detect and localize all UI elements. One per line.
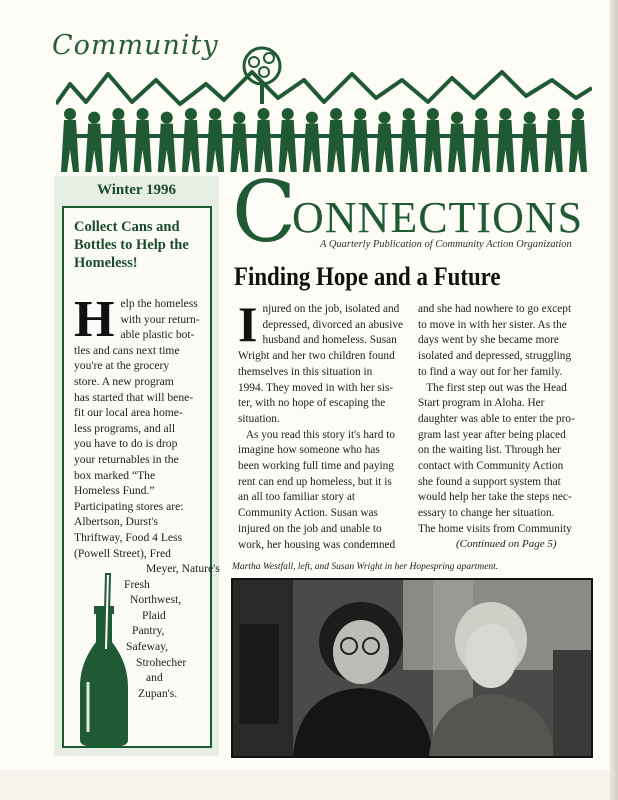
sidebar-line: able plastic bot-	[120, 328, 195, 342]
sidebar-line: Homeless Fund.”	[74, 484, 155, 498]
article-line: gram last year after being placed	[418, 428, 566, 441]
person-figure-head	[185, 108, 197, 120]
article-line: situation.	[238, 412, 280, 425]
person-figure-head	[258, 108, 270, 120]
person-figure-head	[137, 108, 149, 120]
person-figure-body	[545, 120, 563, 172]
sidebar-heading-line: Bottles to Help the	[74, 237, 189, 253]
sidebar-line: you have to do is drop	[74, 437, 178, 451]
article-line: injured on the job and unable to	[238, 522, 382, 535]
page-edge	[610, 0, 618, 800]
person-figure-body	[327, 120, 345, 172]
person-figure-head	[499, 108, 511, 120]
person-figure-body	[496, 120, 514, 172]
store-line: Pantry,	[132, 624, 165, 638]
article-photo	[231, 578, 593, 758]
article-line: husband and homeless. Susan	[262, 334, 397, 347]
people-chain-icon	[61, 108, 587, 172]
article-line: contact with Community Action	[418, 460, 564, 473]
sidebar-line: Albertson, Durst's	[74, 515, 158, 529]
rooftops-line	[56, 72, 592, 104]
article-line: The first step out was the Head	[418, 381, 567, 394]
publication-subtitle: A Quarterly Publication of Community Action Organization	[320, 239, 572, 250]
article-line: she found a support system that	[418, 475, 561, 488]
article-line: imagine how someone who has	[238, 444, 380, 457]
sidebar-article-box	[62, 206, 220, 748]
article-line: days went by she became more	[418, 334, 559, 347]
person-figure-body	[351, 120, 369, 172]
sidebar-line: (Powell Street), Fred	[74, 546, 171, 560]
sidebar-heading-line: Homeless!	[74, 255, 138, 271]
person-figure-head	[161, 112, 173, 124]
article-line: on the waiting list. Through her	[418, 444, 561, 457]
person-figure-head	[64, 108, 76, 120]
person-figure-head	[209, 108, 221, 120]
article-line: Community Action. Susan was	[238, 507, 378, 520]
sidebar-line: with your return-	[120, 312, 200, 326]
sidebar-line: your returnables in the	[74, 452, 179, 466]
article-line: and she had nowhere to go except	[418, 303, 572, 315]
sidebar-dropcap: H	[74, 291, 115, 348]
person-figure-head	[548, 108, 560, 120]
bottle-icon	[76, 572, 132, 748]
person-figure-head	[378, 112, 390, 124]
article-line: njured on the job, isolated and	[262, 303, 400, 315]
store-line: Meyer, Nature's	[146, 562, 220, 576]
person-figure-head	[572, 108, 584, 120]
person-figure-head	[112, 108, 124, 120]
person-figure-head	[282, 108, 294, 120]
sidebar-line: has started that will bene-	[74, 390, 194, 404]
sidebar-line: less programs, and all	[74, 421, 176, 435]
article-line: an all too familiar story at	[238, 491, 356, 504]
sidebar	[54, 176, 219, 756]
person-figure-head	[354, 108, 366, 120]
sidebar-line: tles and cans next time	[74, 343, 180, 357]
person-figure-body	[182, 120, 200, 172]
article-line: themselves in this situation in	[238, 365, 373, 378]
sidebar-line: Thriftway, Food 4 Less	[74, 530, 183, 544]
person-figure-head	[427, 108, 439, 120]
person-figure-body	[303, 124, 321, 172]
person-figure-body	[109, 120, 127, 172]
person-figure-head	[88, 112, 100, 124]
store-line: and	[146, 671, 163, 685]
person-figure-head	[475, 108, 487, 120]
article-line: rent can end up homeless, but it is	[238, 475, 392, 488]
masthead-illustration	[56, 44, 592, 174]
article-line: isolated and depressed, struggling	[418, 350, 572, 363]
sidebar-line: Participating stores are:	[74, 499, 184, 513]
person-figure-body	[61, 120, 79, 172]
article-column-2	[418, 302, 586, 538]
sidebar-heading	[74, 218, 200, 272]
person-figure-body	[85, 124, 103, 172]
article-line: would help her take the steps nec-	[418, 491, 572, 504]
sidebar-line: elp the homeless	[120, 297, 198, 310]
article-line: ter, with no hope of escaping the	[238, 397, 386, 410]
person-figure-body	[472, 120, 490, 172]
sidebar-line: fit our local area home-	[74, 406, 183, 420]
continued-note: (Continued on Page 5)	[456, 538, 557, 550]
person-figure-body	[569, 120, 587, 172]
store-line: Fresh	[124, 577, 150, 591]
photo-illustration	[233, 580, 591, 756]
person-figure-head	[451, 112, 463, 124]
article-column-1	[238, 296, 406, 553]
person-figure-body	[375, 124, 393, 172]
issue-season: Winter 1996	[96, 182, 177, 198]
article-line: Start program in Aloha. Her	[418, 397, 545, 410]
person-figure-head	[233, 112, 245, 124]
person-figure-head	[330, 108, 342, 120]
person-figure-body	[134, 120, 152, 172]
article-line: As you read this story it's hard to	[238, 428, 396, 441]
sidebar-line: store. A new program	[74, 374, 174, 388]
person-figure-body	[448, 124, 466, 172]
person-figure-body	[400, 120, 418, 172]
store-line: Safeway,	[126, 640, 169, 654]
sidebar-line: you're at the grocery	[74, 359, 170, 373]
person-figure-head	[524, 112, 536, 124]
article-line: daughter was able to enter the pro-	[418, 412, 575, 425]
person-figure-body	[158, 124, 176, 172]
article-line: 1994. They moved in with her sis-	[238, 381, 394, 394]
store-line: Northwest,	[130, 593, 182, 607]
article-line: Wright and her two children found	[238, 350, 395, 363]
article-line: essary to change her situation.	[418, 507, 555, 520]
community-wordmark: Community	[52, 30, 219, 61]
person-figure-body	[521, 124, 539, 172]
person-figure-head	[306, 112, 318, 124]
store-line: Zupan's.	[138, 686, 178, 700]
page-bottom-margin	[0, 770, 610, 800]
sidebar-heading-line: Collect Cans and	[74, 219, 180, 235]
article-line: been working full time and paying	[238, 460, 394, 473]
article-line: The home visits from Community	[418, 522, 572, 535]
article-headline: Finding Hope and a Future	[234, 262, 501, 291]
article-line: depressed, divorced an abusive	[262, 318, 404, 331]
person-figure-head	[403, 108, 415, 120]
article-line: work, her housing was condemned	[238, 538, 396, 551]
person-figure-body	[206, 120, 224, 172]
store-line: Plaid	[142, 608, 166, 622]
person-figure-body	[424, 120, 442, 172]
article-line: to move in with her sister. As the	[418, 318, 567, 331]
store-line: Strohecher	[136, 655, 187, 669]
article-line: to find a way out for her family.	[418, 365, 563, 378]
article-dropcap: I	[238, 296, 258, 352]
sidebar-line: box marked “The	[74, 468, 156, 482]
connections-word: ONNECTIONS	[292, 193, 584, 242]
photo-caption: Martha Westfall, left, and Susan Wright in her Hopespring apartment.	[232, 562, 499, 572]
connections-initial: C	[232, 163, 297, 261]
